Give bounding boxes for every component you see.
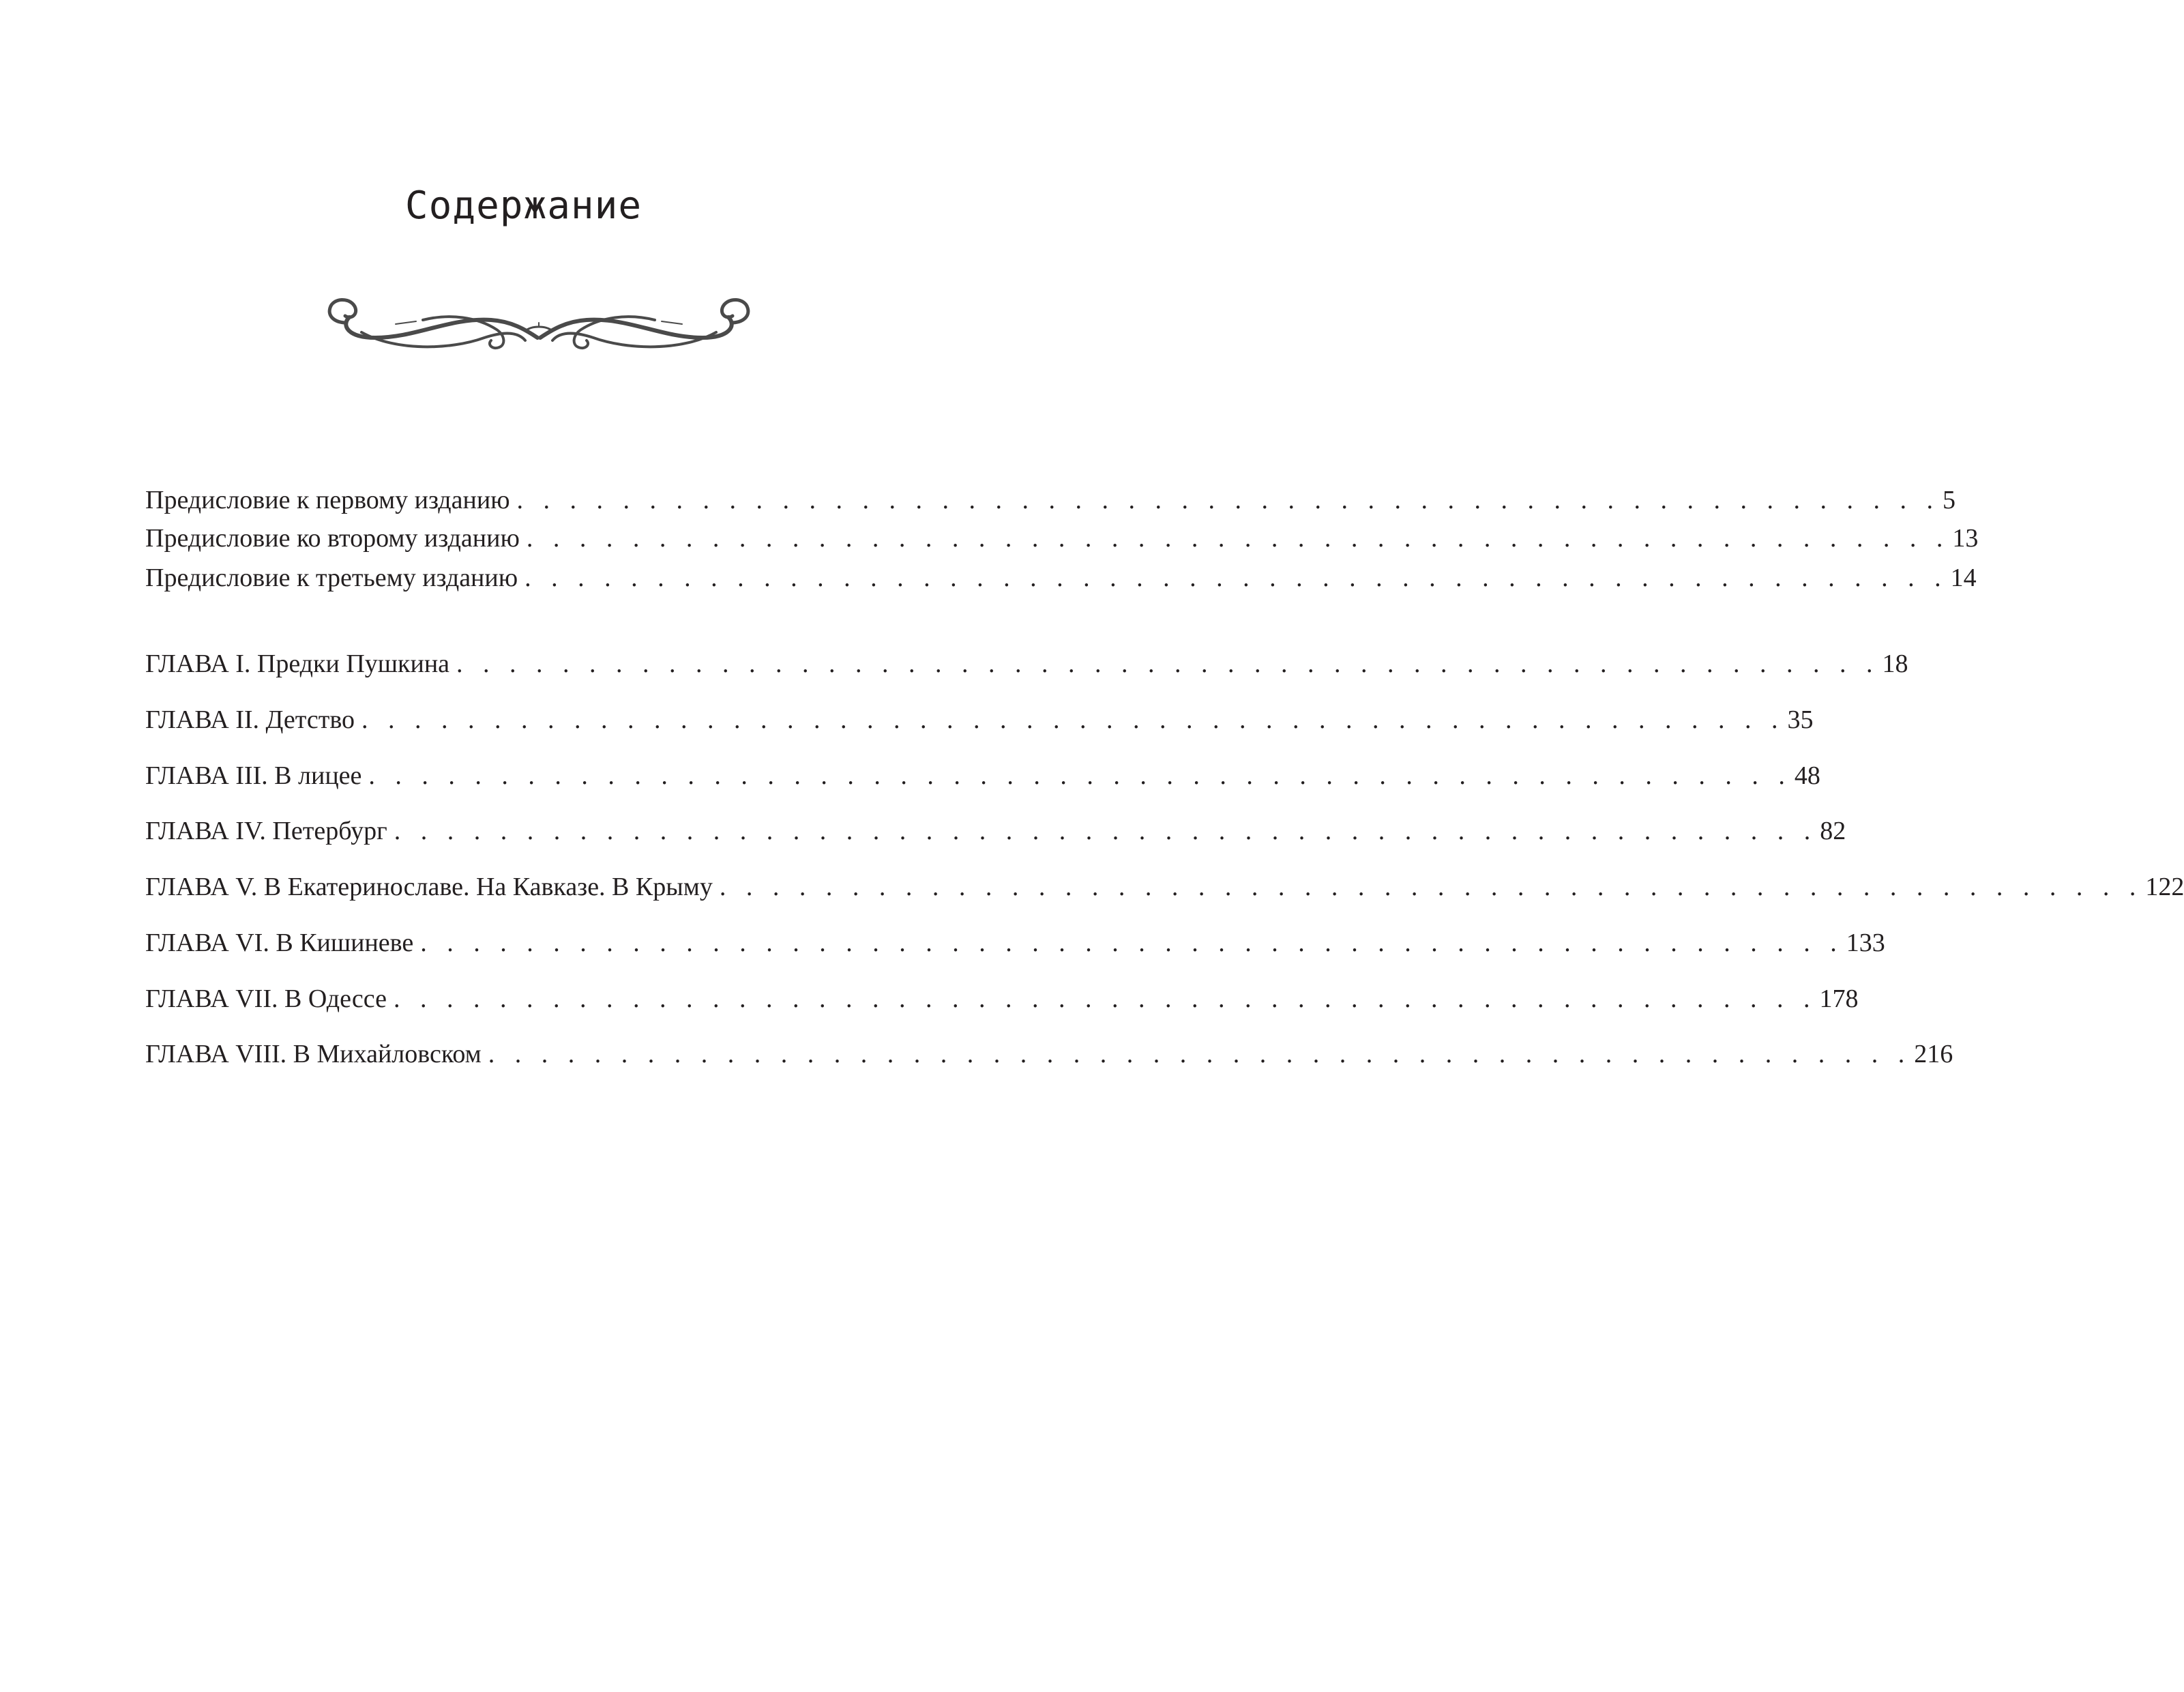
toc-entry-page: 122 [2145, 873, 2184, 901]
toc-entry-chapter-5[interactable] [145, 869, 2184, 905]
dot-leader: . . . . . . . . . . . . . . . . . . . . . . . . . . . . . . . . . . . . . . . . . . . . . . . . . . . . . . [361, 705, 1785, 734]
toc-entry-page: 35 [1787, 705, 1814, 734]
toc-entry-page: 216 [1914, 1040, 1953, 1068]
toc-entry-title: Предисловие к первому изданию [145, 486, 510, 514]
toc-entry-preface-1[interactable] [145, 482, 1956, 519]
toc-entry-chapter-8[interactable] [145, 1036, 1953, 1073]
toc-entry-chapter-2[interactable] [145, 701, 1814, 738]
toc-entry-page: 18 [1882, 650, 1908, 678]
toc-entry-title: ГЛАВА VI. В Кишиневе [145, 929, 414, 957]
toc-entry-title: ГЛАВА V. В Екатеринославе. На Кавказе. В Крыму [145, 873, 713, 901]
toc-entry-title: ГЛАВА VIII. В Михайловском [145, 1040, 482, 1068]
dot-leader: . . . . . . . . . . . . . . . . . . . . . . . . . . . . . . . . . . . . . . . . . . . . . . . . . . . . . . [488, 1040, 1912, 1068]
toc-entry-title: ГЛАВА I. Предки Пушкина [145, 650, 450, 678]
toc-entry-chapter-7[interactable] [145, 980, 1859, 1017]
toc-entry-chapter-4[interactable] [145, 813, 1846, 849]
toc-entry-title: ГЛАВА IV. Петербург [145, 817, 387, 845]
toc-entry-page: 5 [1943, 486, 1956, 514]
flourish-divider-icon [321, 290, 757, 358]
dot-leader: . . . . . . . . . . . . . . . . . . . . . . . . . . . . . . . . . . . . . . . . . . . . . . . . . . . . . . [420, 929, 1844, 957]
dot-leader: . . . . . . . . . . . . . . . . . . . . . . . . . . . . . . . . . . . . . . . . . . . . . . . . . . . . . . [525, 564, 1948, 592]
toc-entry-chapter-1[interactable] [145, 645, 1908, 682]
toc-entry-title: ГЛАВА VII. В Одессе [145, 984, 387, 1013]
toc-entry-preface-3[interactable] [145, 559, 1977, 596]
toc-entry-title: Предисловие ко второму изданию [145, 524, 520, 553]
toc-entry-page: 13 [1952, 524, 1979, 553]
page-title: Содержание [404, 184, 643, 228]
dot-leader: . . . . . . . . . . . . . . . . . . . . . . . . . . . . . . . . . . . . . . . . . . . . . . . . . . . . . . [456, 650, 1880, 678]
toc-entry-preface-2[interactable] [145, 520, 1979, 557]
dot-leader: . . . . . . . . . . . . . . . . . . . . . . . . . . . . . . . . . . . . . . . . . . . . . . . . . . . . . . [516, 486, 1940, 514]
toc-entry-page: 82 [1820, 817, 1846, 845]
toc-entry-chapter-3[interactable] [145, 757, 1820, 794]
dot-leader: . . . . . . . . . . . . . . . . . . . . . . . . . . . . . . . . . . . . . . . . . . . . . . . . . . . . . . [368, 761, 1792, 790]
dot-leader: . . . . . . . . . . . . . . . . . . . . . . . . . . . . . . . . . . . . . . . . . . . . . . . . . . . . . . [719, 873, 2143, 901]
toc-entry-page: 48 [1794, 761, 1820, 790]
toc-entry-page: 133 [1846, 929, 1885, 957]
toc-entry-page: 14 [1950, 564, 1977, 592]
dot-leader: . . . . . . . . . . . . . . . . . . . . . . . . . . . . . . . . . . . . . . . . . . . . . . . . . . . . . . [393, 984, 1817, 1013]
toc-entry-title: ГЛАВА II. Детство [145, 705, 355, 734]
toc-entry-title: Предисловие к третьему изданию [145, 564, 518, 592]
dot-leader: . . . . . . . . . . . . . . . . . . . . . . . . . . . . . . . . . . . . . . . . . . . . . . . . . . . . . . [526, 524, 1950, 553]
toc-entry-page: 178 [1819, 984, 1859, 1013]
dot-leader: . . . . . . . . . . . . . . . . . . . . . . . . . . . . . . . . . . . . . . . . . . . . . . . . . . . . . . [394, 817, 1818, 845]
toc-entry-title: ГЛАВА III. В лицее [145, 761, 362, 790]
toc-entry-chapter-6[interactable] [145, 924, 1885, 961]
